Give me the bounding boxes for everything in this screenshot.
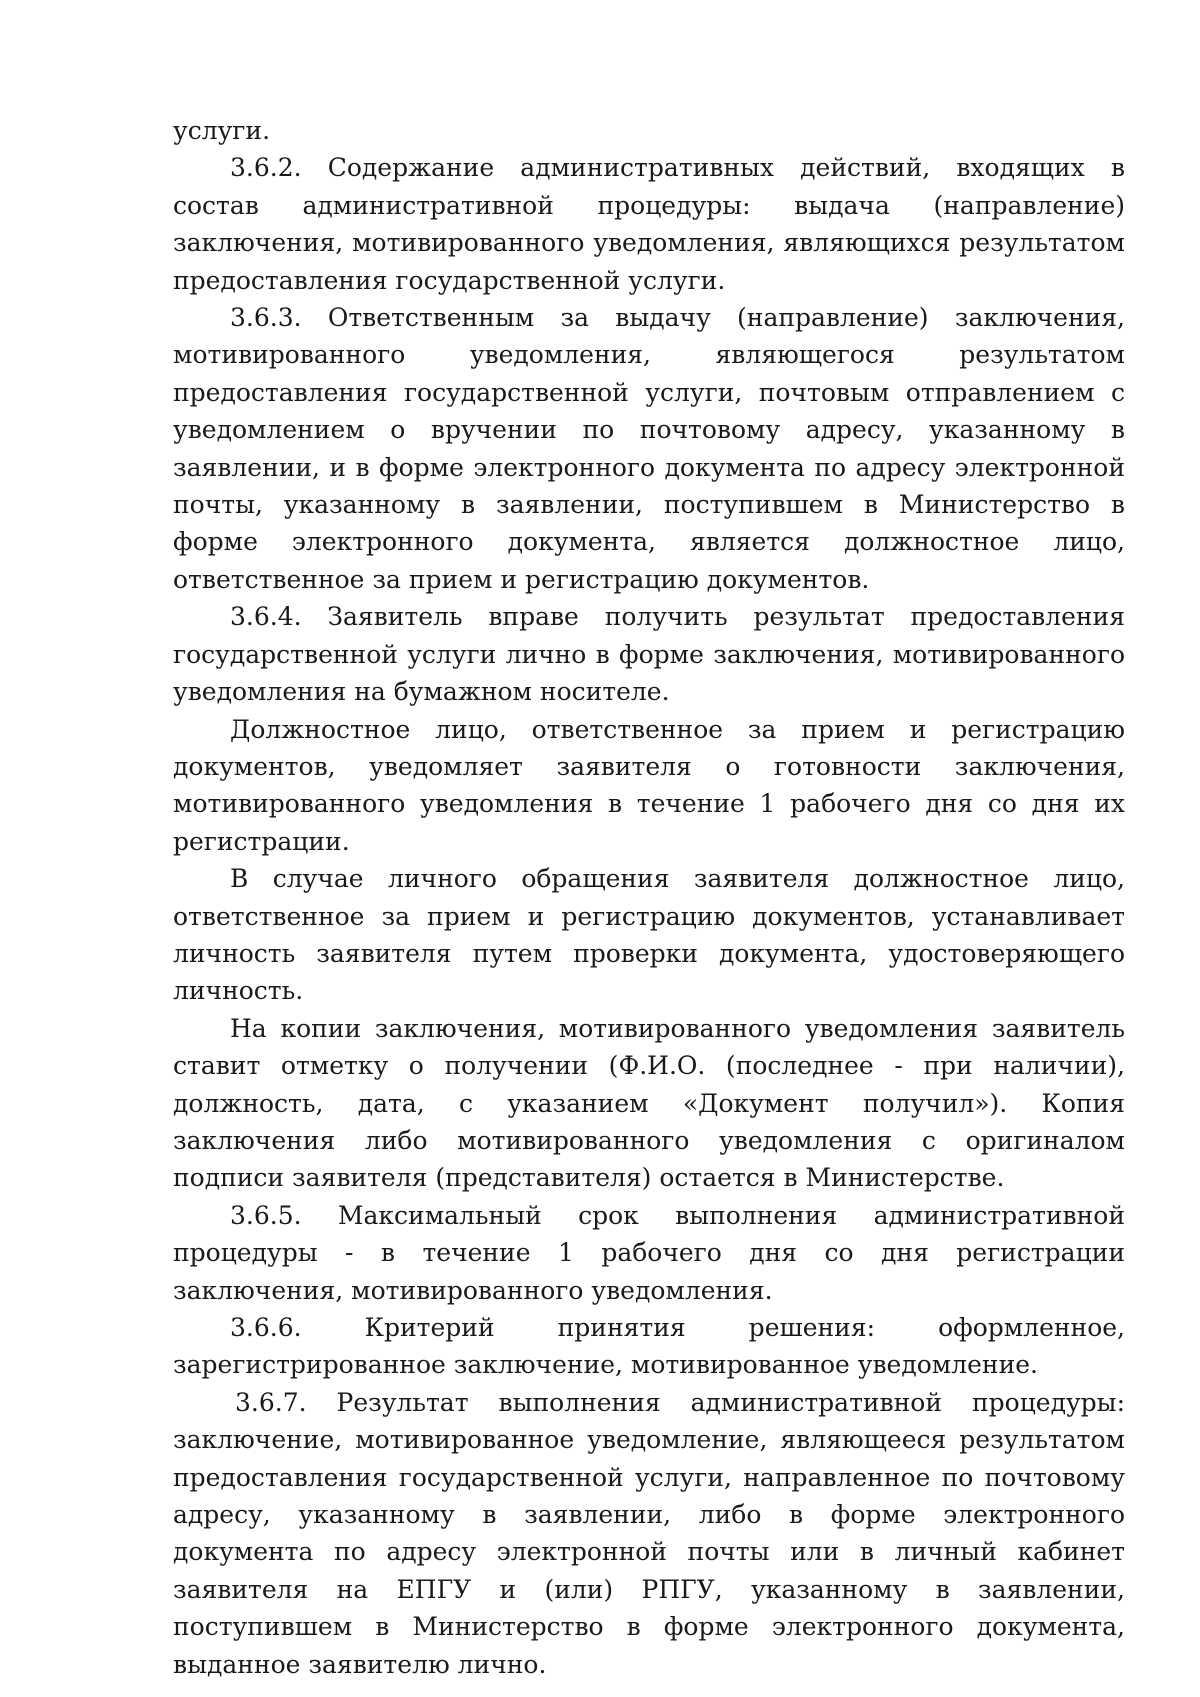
paragraph-personal-visit: В случае личного обращения заявителя должностное лицо, ответственное за прием и регистрацию документов, устанавливает личность заявителя путем проверки документа, удостоверяющего личность. bbox=[173, 864, 1125, 1006]
paragraph-3-6-2: 3.6.2. Содержание административных действий, входящих в состав административной процедуры: выдача (направление) заключения, мотивированного уведомления, являющихся результатом предоставления государственной услуги. bbox=[173, 153, 1125, 295]
paragraph-3-6-7: 3.6.7. Результат выполнения административной процедуры: заключение, мотивированное уведомление, являющееся результатом предоставления государственной услуги, направленное по почтовому адресу, указанному в заявлении, либо в форме электронного документа по адресу электронной почты или в личный кабинет заявителя на ЕПГУ и (или) РПГУ, указанному в заявлении, поступившем в Министерство в форме электронного документа, выданное заявителю лично. bbox=[173, 1387, 1125, 1679]
paragraph-notification: Должностное лицо, ответственное за прием и регистрацию документов, уведомляет заявителя о готовности заключения, мотивированного уведомления в течение 1 рабочего дня со дня их регистрации. bbox=[173, 714, 1125, 856]
paragraph-receipt-mark: На копии заключения, мотивированного уведомления заявитель ставит отметку о получении (Ф.И.О. (последнее - при наличии), должность, дата, с указанием «Документ получил»). Копия заключения либо мотивированного уведомления с оригиналом подписи заявителя (представителя) остается в Министерстве. bbox=[173, 1013, 1125, 1193]
document-page bbox=[173, 112, 1125, 1683]
paragraph-3-6-6: 3.6.6. Критерий принятия решения: оформленное, зарегистрированное заключение, мотивированное уведомление. bbox=[173, 1313, 1125, 1380]
paragraph-3-6-3: 3.6.3. Ответственным за выдачу (направление) заключения, мотивированного уведомления, являющегося результатом предоставления государственной услуги, почтовым отправлением с уведомлением о вручении по почтовому адресу, указанному в заявлении, и в форме электронного документа по адресу электронной почты, указанному в заявлении, поступившем в Министерство в форме электронного документа, является должностное лицо, ответственное за прием и регистрацию документов. bbox=[173, 303, 1125, 594]
paragraph-continuation: услуги. bbox=[173, 116, 271, 145]
paragraph-3-6-4: 3.6.4. Заявитель вправе получить результат предоставления государственной услуги лично в форме заключения, мотивированного уведомления на бумажном носителе. bbox=[173, 602, 1125, 707]
paragraph-3-6-5: 3.6.5. Максимальный срок выполнения административной процедуры - в течение 1 рабочего дня со дня регистрации заключения, мотивированного уведомления. bbox=[173, 1200, 1125, 1305]
